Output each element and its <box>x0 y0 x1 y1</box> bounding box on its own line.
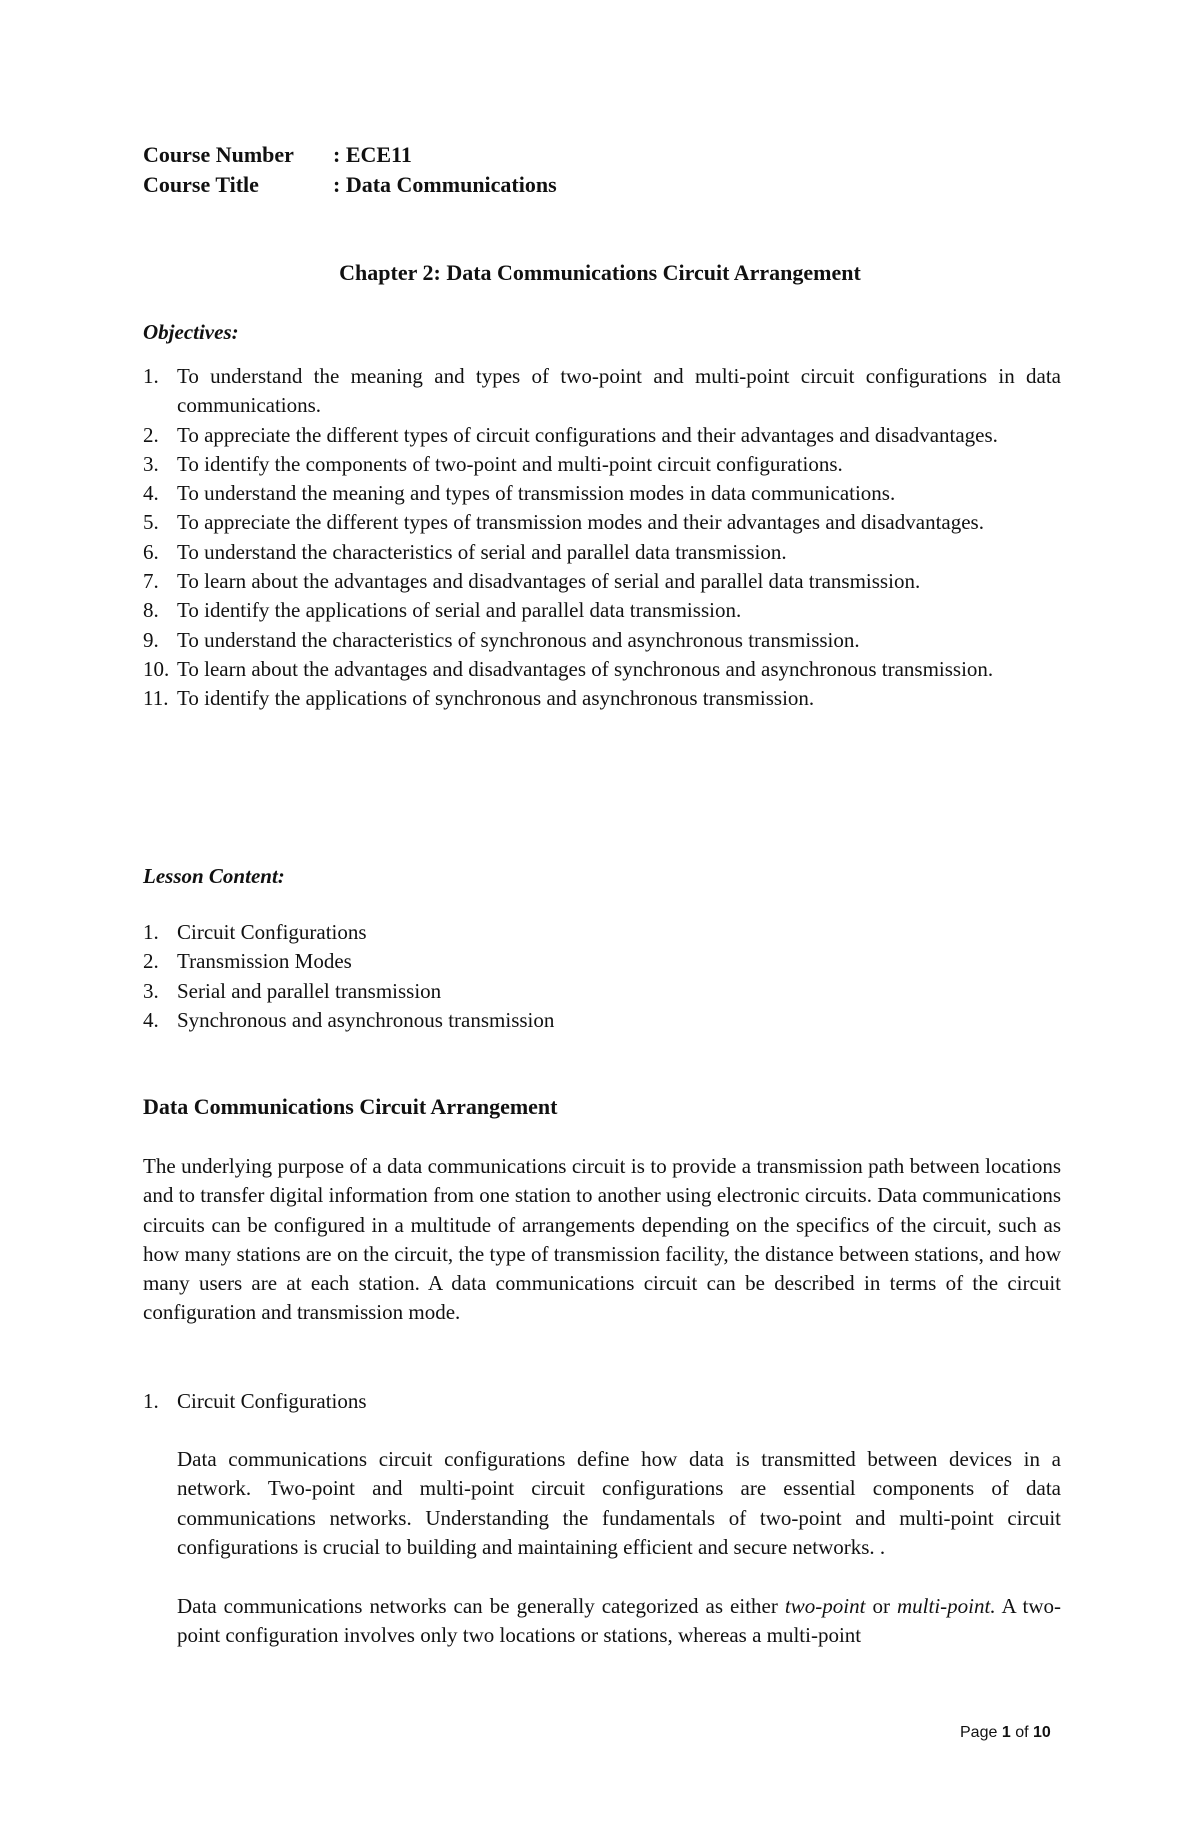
lesson-content-label: Lesson Content: <box>143 864 285 888</box>
item-number: 2. <box>143 949 159 974</box>
item-text: To understand the characteristics of serial and parallel data transmission. <box>177 539 787 564</box>
list-item <box>143 947 1061 976</box>
list-item <box>143 538 1061 567</box>
two-point-term: two-point <box>784 1594 866 1618</box>
item-text: To appreciate the different types of circuit configurations and their advantages and disadvantages. <box>177 422 998 447</box>
course-number-label: Course Number <box>143 142 294 167</box>
item-text: Transmission Modes <box>177 949 352 974</box>
item-number: 4. <box>143 481 159 506</box>
item-number: 7. <box>143 569 159 594</box>
item-text: To learn about the advantages and disadvantages of synchronous and asynchronous transmission. <box>177 656 994 681</box>
objectives-list <box>143 362 1061 714</box>
page-word: Page <box>960 1724 998 1741</box>
page-number: 1 <box>1001 1724 1011 1741</box>
list-item <box>143 918 1061 947</box>
item-text: To understand the meaning and types of two-point and multi-point circuit configurations in data communications. <box>177 364 1061 418</box>
para2-or: or <box>865 1594 897 1618</box>
subsection-title <box>143 1387 367 1416</box>
item-text: Serial and parallel transmission <box>177 978 442 1003</box>
para2-start: Data communications networks can be generally categorized as either <box>177 1594 785 1618</box>
item-number: 9. <box>143 627 159 652</box>
item-number: 3. <box>143 978 159 1003</box>
list-item <box>143 626 1061 655</box>
circuit-config-paragraph-1: Data communications circuit configurations define how data is transmitted between devices in a network. Two-point and multi-point circuit configurations are essential components of data communications networks. Understanding the fundamentals of two-point and multi-point circuit configurations is crucial to building and maintaining efficient and secure networks. . <box>177 1447 1061 1559</box>
item-number: 11. <box>143 686 169 711</box>
lesson-content-list <box>143 918 1061 1035</box>
course-number-value: : ECE11 <box>333 142 412 167</box>
item-text: To identify the components of two-point and multi-point circuit configurations. <box>177 451 843 476</box>
para2-end: A two-point configuration involves only two locations or stations, whereas a multi-point <box>177 1594 1062 1648</box>
item-number: 5. <box>143 510 159 535</box>
course-title-value: : Data Communications <box>333 172 557 197</box>
item-text: Circuit Configurations <box>177 920 367 944</box>
section-heading: Data Communications Circuit Arrangement <box>143 1094 558 1119</box>
item-text: To identify the applications of serial and parallel data transmission. <box>177 598 742 623</box>
course-number-row <box>143 140 557 170</box>
item-number: 8. <box>143 598 159 623</box>
item-text: Synchronous and asynchronous transmission <box>177 1007 555 1032</box>
circuit-config-paragraph-2 <box>177 1592 1061 1651</box>
list-item <box>143 508 1061 537</box>
item-number: 3. <box>143 451 159 476</box>
item-text: To understand the characteristics of synchronous and asynchronous transmission. <box>177 627 860 652</box>
list-item <box>143 655 1061 684</box>
list-item <box>143 1006 1061 1035</box>
item-text: To appreciate the different types of transmission modes and their advantages and disadvantages. <box>177 510 984 535</box>
intro-paragraph: The underlying purpose of a data communications circuit is to provide a transmission path between locations and to transfer digital information from one station to another using electronic circuits. Data communications circuits can be configured in a multitude of arrangements depending on the specifics of the circuit, such as how many stations are on the circuit, the type of transmission facility, the distance between stations, and how many users are at each station. A data communications circuit can be described in terms of the circuit configuration and transmission mode. <box>143 1154 1061 1325</box>
item-text: To learn about the advantages and disadvantages of serial and parallel data transmission. <box>177 569 921 594</box>
item-text: To understand the meaning and types of transmission modes in data communications. <box>177 481 896 506</box>
item-number: 6. <box>143 539 159 564</box>
list-item <box>143 362 1061 421</box>
item-text: To identify the applications of synchronous and asynchronous transmission. <box>177 686 815 711</box>
list-item <box>143 479 1061 508</box>
multi-point-term: multi-point. <box>897 1594 996 1618</box>
page-total: 10 <box>1032 1724 1051 1741</box>
list-item <box>143 596 1061 625</box>
chapter-title: Chapter 2: Data Communications Circuit Arrangement <box>339 260 861 285</box>
item-number: 1. <box>143 364 159 388</box>
page-footer <box>960 1722 1051 1744</box>
objectives-label: Objectives: <box>143 320 239 344</box>
course-title-label: Course Title <box>143 172 259 197</box>
list-item <box>143 977 1061 1006</box>
list-item <box>143 567 1061 596</box>
subsection-number: 1. <box>143 1389 159 1413</box>
course-title-row <box>143 170 557 200</box>
course-meta <box>143 140 557 200</box>
subsection-label: Circuit Configurations <box>177 1389 367 1413</box>
item-number: 10. <box>143 656 170 681</box>
list-item <box>143 450 1061 479</box>
of-word: of <box>1015 1724 1029 1741</box>
list-item <box>143 684 1061 713</box>
item-number: 2. <box>143 422 159 447</box>
list-item <box>143 421 1061 450</box>
item-number: 4. <box>143 1007 159 1032</box>
item-number: 1. <box>143 920 159 944</box>
